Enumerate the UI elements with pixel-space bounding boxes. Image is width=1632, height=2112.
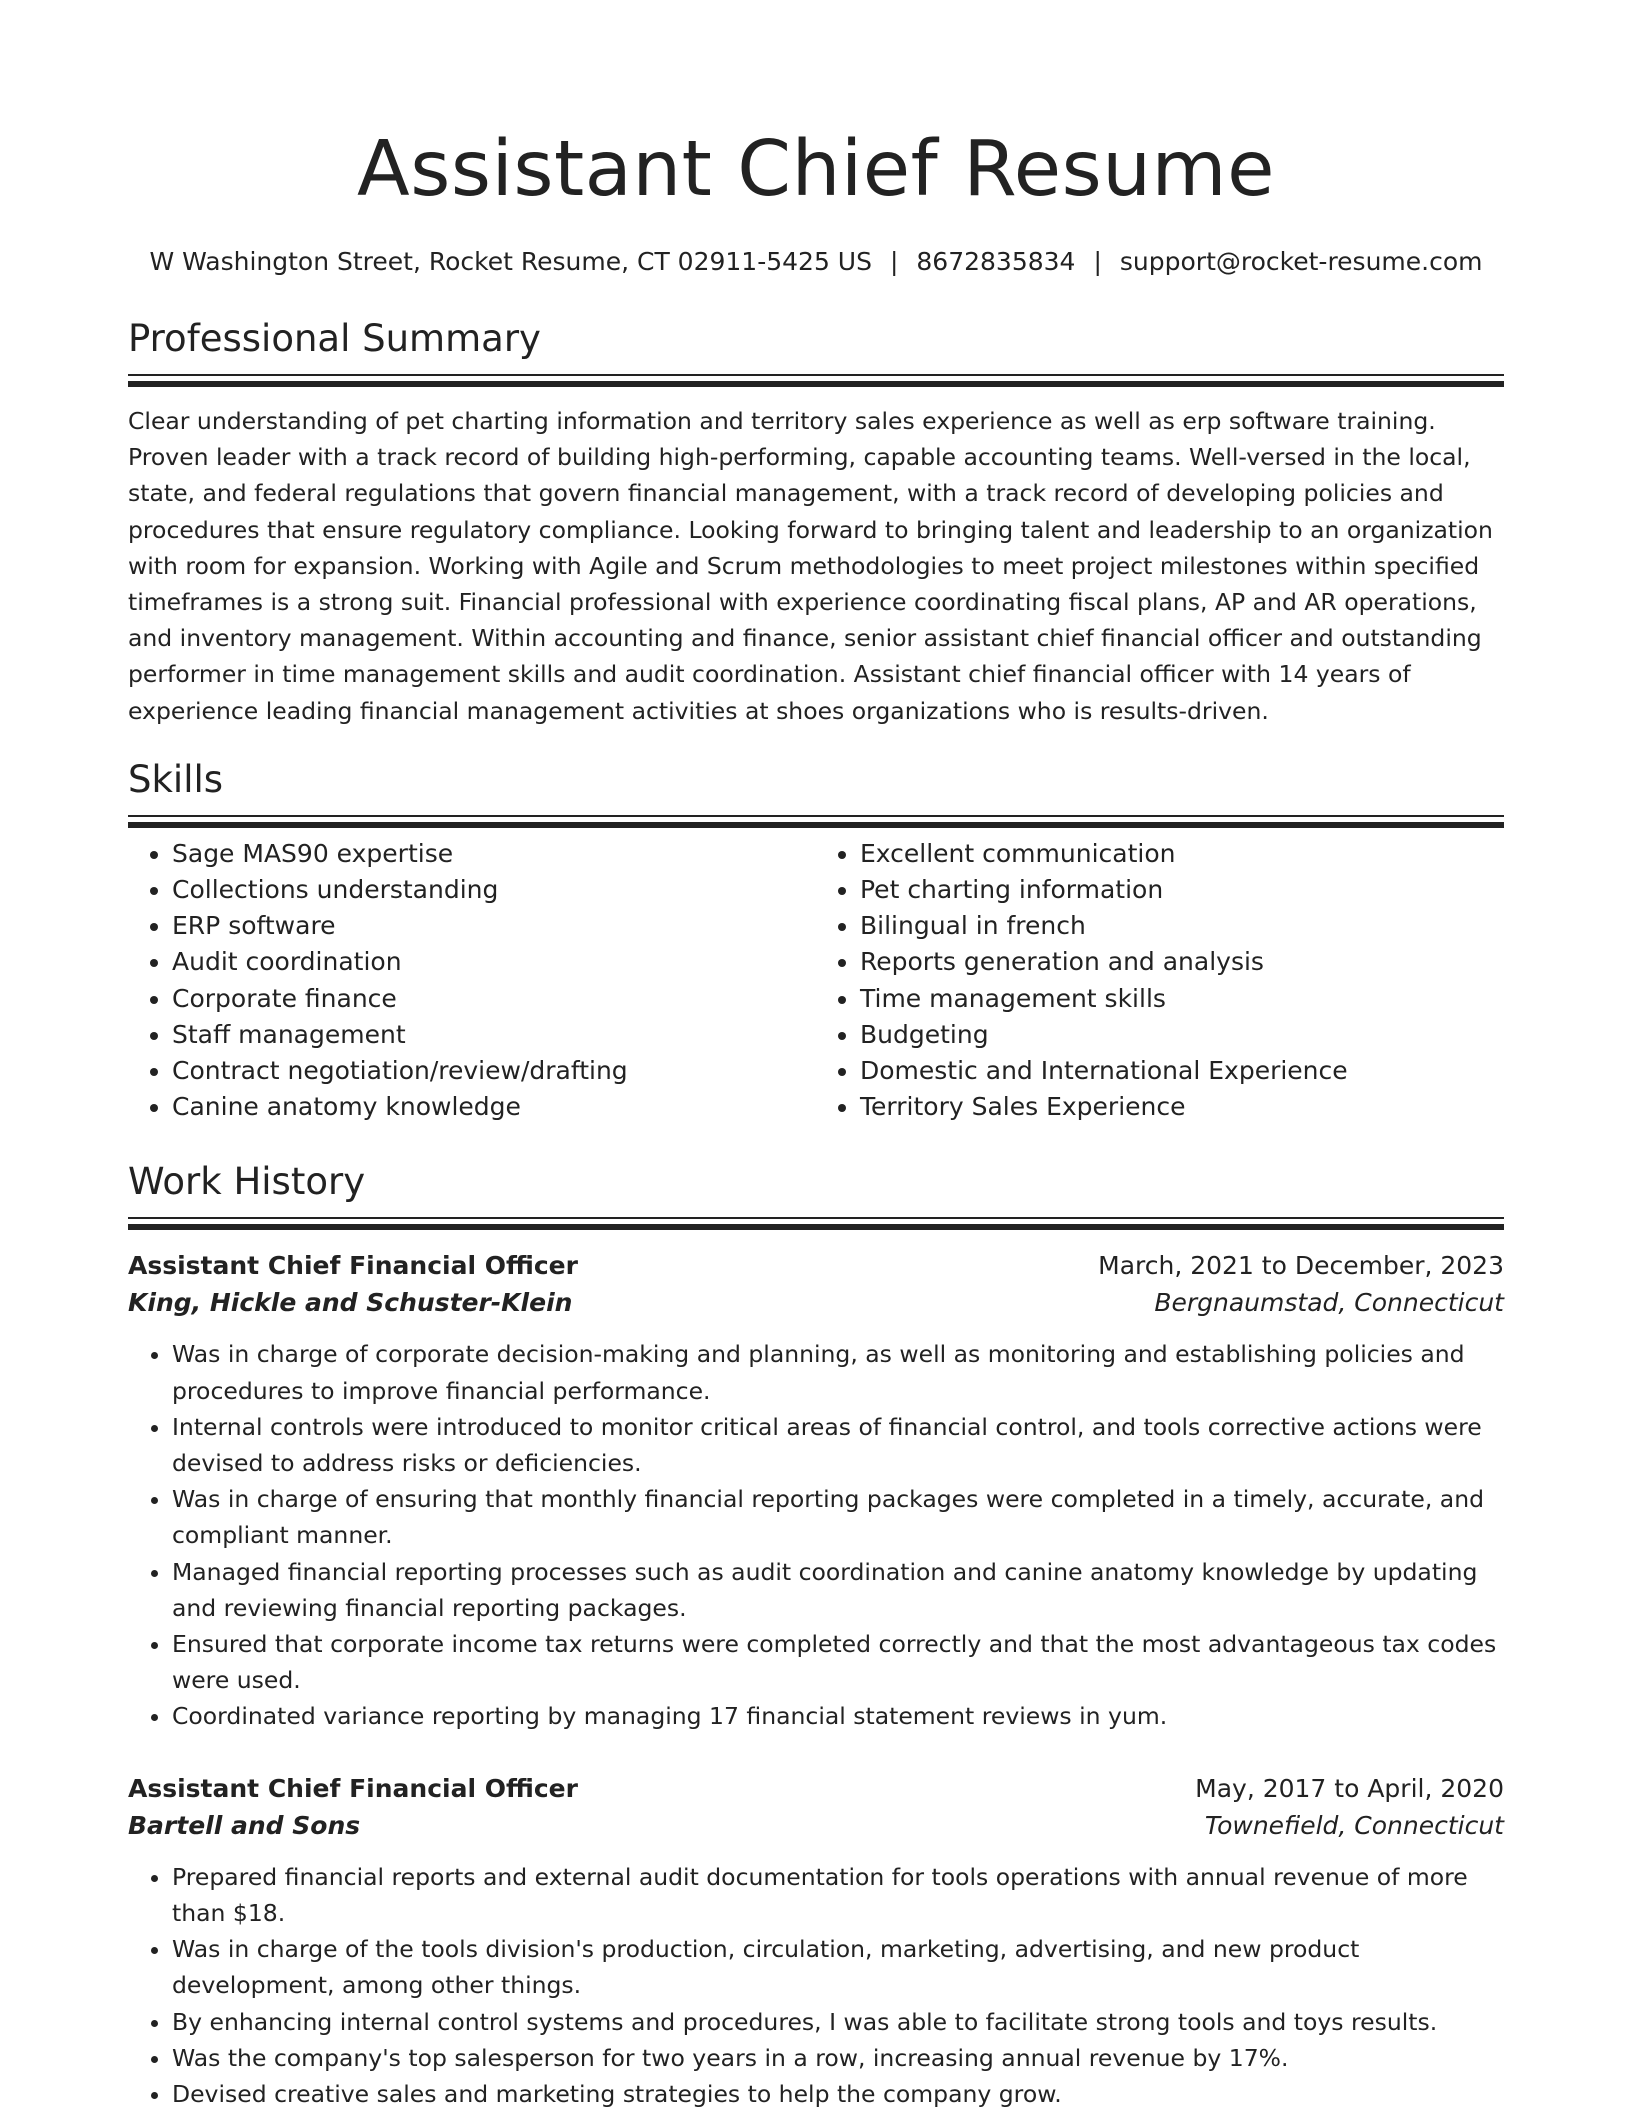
job-bullet: • By enhancing internal control systems and procedures, I was able to facilitate strong tools and toys results. <box>172 2004 1504 2040</box>
job-bullet: • Was the company's top salesperson for two years in a row, increasing annual revenue by 17%. <box>172 2040 1504 2076</box>
skill-item: • Staff management <box>172 1017 816 1053</box>
contact-email[interactable]: support@rocket-resume.com <box>1119 247 1483 276</box>
skill-item: • Domestic and International Experience <box>860 1053 1504 1089</box>
skill-item: • Sage MAS90 expertise <box>172 836 816 872</box>
contact-address: W Washington Street, Rocket Resume, CT 02911-5425 US <box>149 247 872 276</box>
job-dates: March, 2021 to December, 2023 <box>1098 1251 1504 1281</box>
section-divider <box>128 1217 1504 1230</box>
skill-item: • Collections understanding <box>172 872 816 908</box>
skill-item: • Territory Sales Experience <box>860 1089 1504 1125</box>
skill-item: • ERP software <box>172 908 816 944</box>
skills-section <box>128 757 1504 1126</box>
job-subheader <box>128 1284 1504 1322</box>
skill-item: • Corporate finance <box>172 981 816 1017</box>
job-dates: May, 2017 to April, 2020 <box>1195 1773 1504 1803</box>
job-bullet: • Internal controls were introduced to monitor critical areas of financial control, and tools corrective actions were devised to address risks or deficiencies. <box>172 1409 1504 1481</box>
job-bullets <box>128 1336 1504 1734</box>
job-bullet: • Was in charge of corporate decision-making and planning, as well as monitoring and establishing policies and procedures to improve financial performance. <box>172 1336 1504 1408</box>
job-title: Assistant Chief Financial Officer <box>128 1251 578 1281</box>
section-heading-summary: Professional Summary <box>128 317 541 360</box>
contact-line <box>128 246 1504 278</box>
skill-item: • Pet charting information <box>860 872 1504 908</box>
job-entry <box>128 1771 1504 2112</box>
summary-section <box>128 316 1504 729</box>
section-heading-work-history: Work History <box>128 1160 366 1204</box>
section-heading-skills: Skills <box>128 757 224 801</box>
job-header <box>128 1771 1504 1807</box>
job-subheader <box>128 1807 1504 1845</box>
job-location: Bergnaumstad, Connecticut <box>1154 1288 1504 1318</box>
job-bullet: • Coordinated variance reporting by managing 17 financial statement reviews in yum. <box>172 1698 1504 1734</box>
skill-item: • Time management skills <box>860 981 1504 1017</box>
resume-title: Assistant Chief Resume <box>357 125 1275 214</box>
skills-list-right <box>816 836 1504 1126</box>
contact-separator: | <box>1093 247 1102 276</box>
contact-separator: | <box>889 247 899 276</box>
job-bullet: • Ensured that corporate income tax returns were completed correctly and that the most advantageous tax codes were used. <box>172 1626 1504 1698</box>
skill-item: • Audit coordination <box>172 944 816 980</box>
job-bullet: • Was in charge of ensuring that monthly financial reporting packages were completed in a timely, accurate, and compliant manner. <box>172 1481 1504 1553</box>
section-divider <box>128 374 1504 387</box>
skill-item: • Contract negotiation/review/drafting <box>172 1053 816 1089</box>
skill-item: • Canine anatomy knowledge <box>172 1089 816 1125</box>
job-header <box>128 1248 1504 1284</box>
job-entry <box>128 1248 1504 1734</box>
resume-page <box>128 0 1504 2112</box>
skill-item: • Bilingual in french <box>860 908 1504 944</box>
job-bullets <box>128 1859 1504 2112</box>
work-history-section <box>128 1159 1504 2112</box>
job-bullet: • Was in charge of the tools division's production, circulation, marketing, advertising, and new product development, among other things. <box>172 1931 1504 2003</box>
section-divider <box>128 815 1504 828</box>
job-company: King, Hickle and Schuster-Klein <box>128 1288 573 1318</box>
job-bullet: • Devised creative sales and marketing strategies to help the company grow. <box>172 2076 1504 2112</box>
job-bullet: • Managed financial reporting processes such as audit coordination and canine anatomy knowledge by updating and reviewing financial reporting packages. <box>172 1554 1504 1626</box>
skill-item: • Budgeting <box>860 1017 1504 1053</box>
summary-text: Clear understanding of pet charting information and territory sales experience as well as erp software training. Proven leader with a track record of building high-performing, capable accounting teams. Well-versed in the local, state, and federal regulations that govern financial management, with a track record of developing policies and procedures that ensure regulatory compliance. Looking forward to bringing talent and leadership to an organization with room for expansion. Working with Agile and Scrum methodologies to meet project milestones within specified timeframes is a strong suit. Financial professional with experience coordinating fiscal plans, AP and AR operations, and inventory management. Within accounting and finance, senior assistant chief financial officer and outstanding performer in time management skills and audit coordination. Assistant chief financial officer with 14 years of experience leading financial management activities at shoes organizations who is results-driven. <box>128 407 1493 725</box>
contact-phone: 8672835834 <box>916 247 1076 276</box>
skill-item: • Excellent communication <box>860 836 1504 872</box>
job-company: Bartell and Sons <box>128 1810 361 1840</box>
job-location: Townefield, Connecticut <box>1204 1810 1504 1840</box>
skill-item: • Reports generation and analysis <box>860 944 1504 980</box>
skills-list-left <box>128 836 816 1126</box>
skills-columns <box>128 836 1504 1126</box>
job-bullet: • Prepared financial reports and external audit documentation for tools operations with annual revenue of more than $18. <box>172 1859 1504 1931</box>
job-title: Assistant Chief Financial Officer <box>128 1773 578 1803</box>
